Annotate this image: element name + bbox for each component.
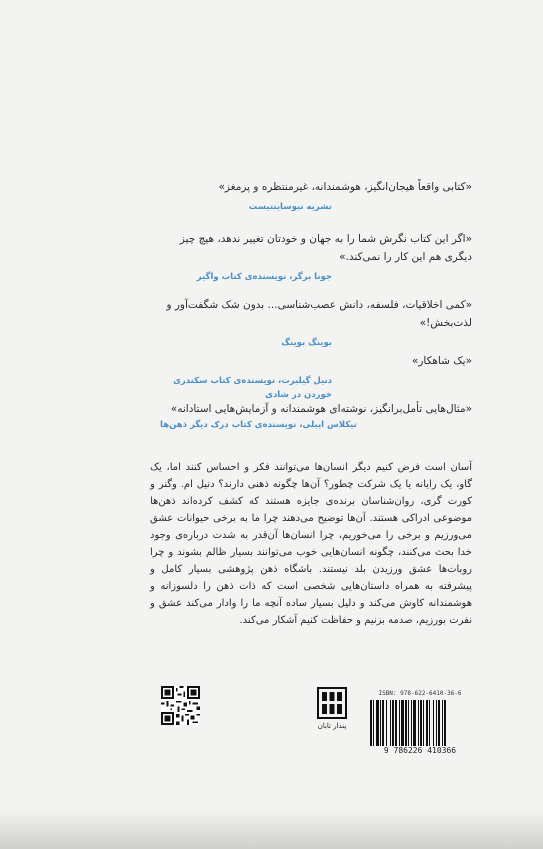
publisher-name: پندار تابان — [317, 722, 347, 730]
quote-source: دنیل گیلبرت، نویسنده‌ی کتاب سکندری خوردن در شادی — [173, 376, 332, 400]
quote-source: بوینگ بوینگ — [281, 338, 332, 348]
isbn-number: 9 786226 410366 — [383, 746, 457, 755]
quote-text: «مثال‌هایی تأمل‌برانگیز، نوشته‌ای هوشمندانه و آزمایش‌هایی استادانه» — [170, 403, 472, 415]
quote-text: «یک شاهکار» — [411, 355, 472, 367]
publisher-logo — [317, 686, 347, 734]
quote-text: «کمی اخلاقیات، فلسفه، دانش عصب‌شناسی... بدون شک شگفت‌آور و لذت‌بخش!» — [166, 299, 472, 329]
quote-text: «اگر این کتاب نگرش شما را به جهان و خودتان تغییر ندهد، هیچ چیز دیگری هم این کار را نمی‌کند.» — [179, 233, 472, 263]
publisher-logo-icon — [317, 686, 347, 720]
book-description: آسان است فرض کنیم دیگر انسان‌ها می‌توانند فکر و احساس کنند اما، یک گاو، یک رایانه یا یک شرکت چطور؟ آن‌ها چگونه ذهنی دارند؟ دنیل ام. وگنر و کورت گری، روان‌شناسان برنده‌ی جایزه هستند که کشف کرده‌اند ذهن‌ها موضوعی ادراکی هستند. آن‌ها توضیح می‌دهند چرا ما به برخی حیوانات عشق می‌ورزیم و برخی را می‌خوریم، چرا انسان‌ها آن‌قدر به شدت درباره‌ی وجود خدا بحث می‌کنند، چگونه انسان‌هایی خوب می‌توانند بسیار ظالم بشوند و چرا روبات‌ها عشق ورزیدن بلد نیستند. باشگاه ذهن پژوهشی بسیار کامل و پیشرفته به همراه داستان‌هایی شخصی است که ذات ذهن را دلسوزانه و هوشمندانه کاوش می‌کند و دلیل بسیار ساده آنچه ما را وادار می‌کند عشق و نفرت بورزیم، صدمه بزنیم و حفاظت کنیم آشکار می‌کند. — [150, 462, 472, 626]
quote-block — [150, 400, 472, 432]
quote-source: نیکلاس اپیلی، نویسنده‌ی کتاب درک دیگر ذهن‌ها — [160, 420, 357, 430]
qr-code-icon — [161, 686, 200, 725]
quote-source: جونا برگر، نویسنده‌ی کتاب واگیر — [196, 272, 332, 282]
quote-block — [150, 178, 472, 214]
quote-block — [150, 230, 472, 284]
isbn-label: ISBN: 978-622-6410-36-6 — [378, 690, 462, 697]
quote-block — [150, 296, 472, 350]
isbn-barcode — [364, 690, 476, 760]
quote-block — [150, 352, 472, 402]
quote-source: نشریه نیوساینتیست — [248, 202, 332, 212]
barcode-icon — [368, 700, 472, 746]
quote-text: «کتابی واقعاً هیجان‌انگیز، هوشمندانه، غیرمنتظره و پرمغز» — [218, 181, 472, 193]
